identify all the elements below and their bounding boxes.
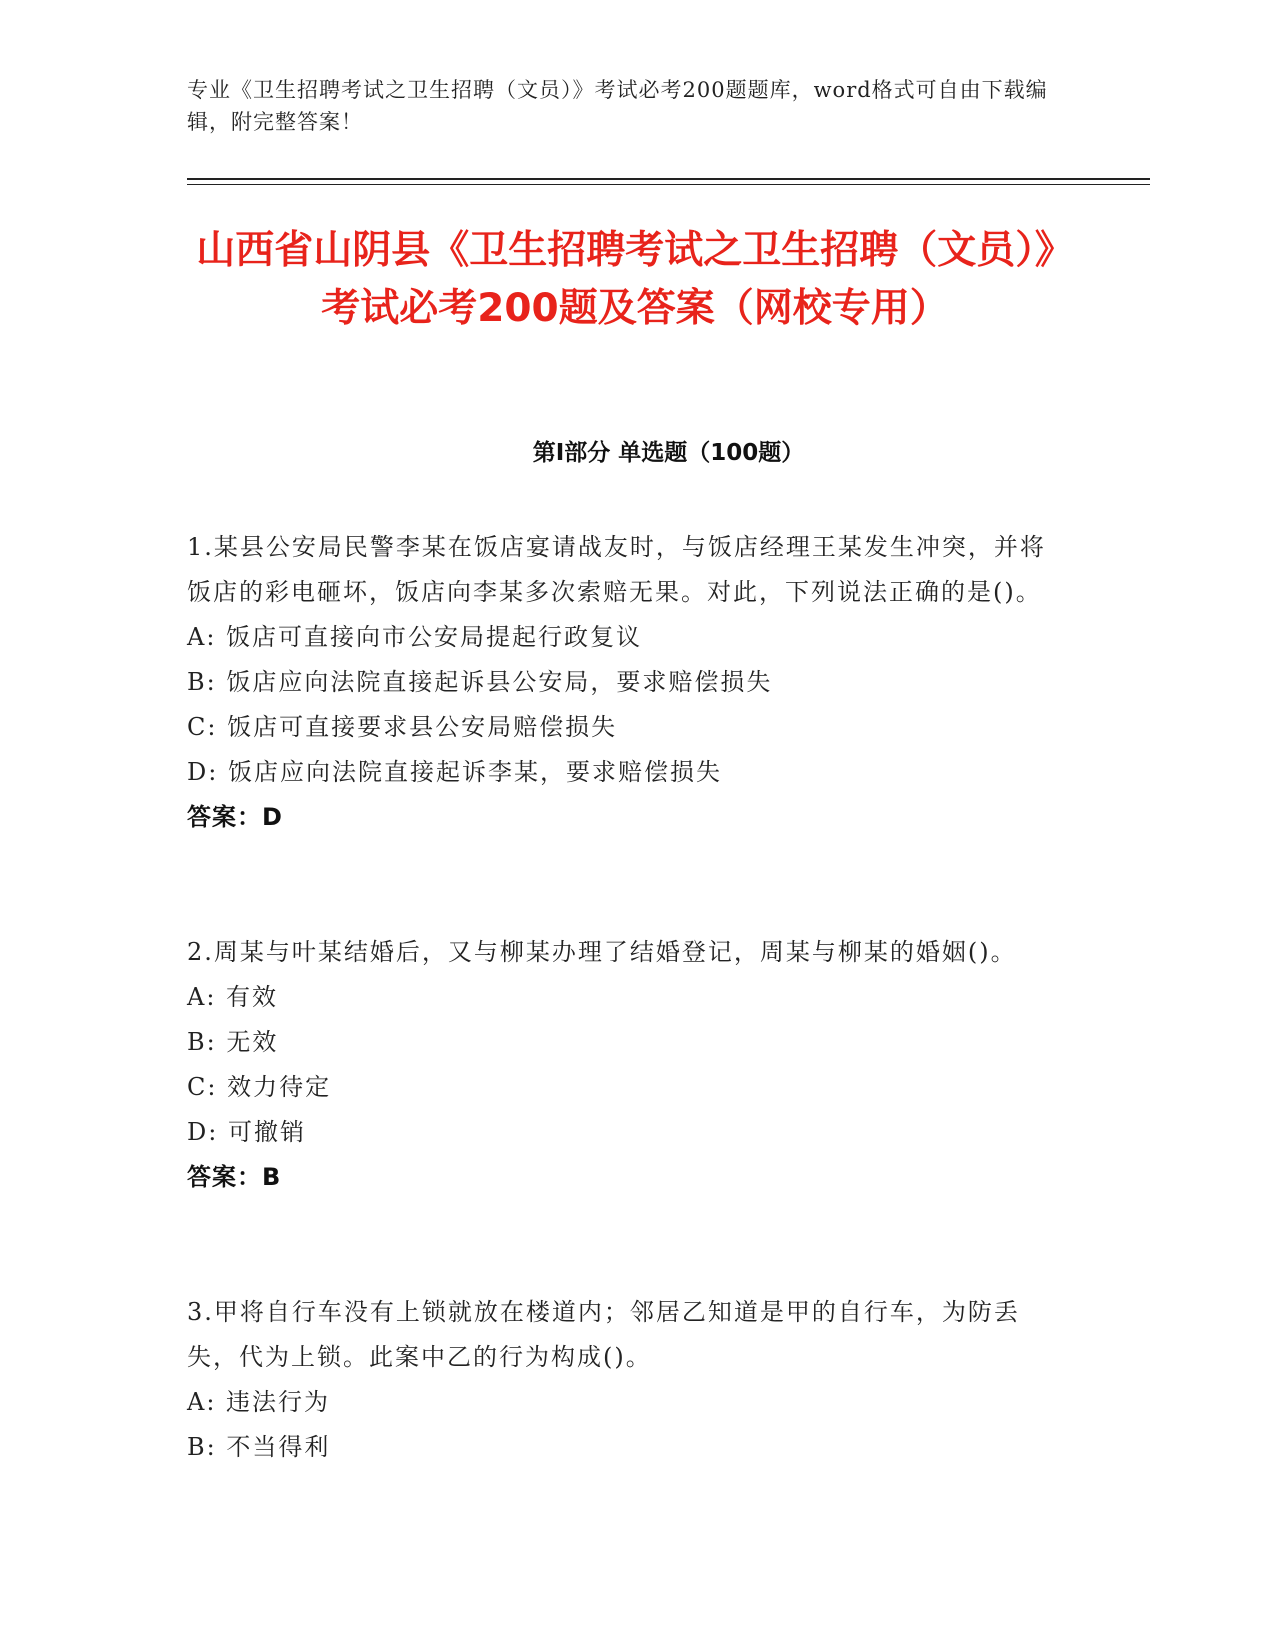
document-title: 山西省山阴县《卫生招聘考试之卫生招聘（文员）》考试必考200题及答案（网校专用）: [196, 228, 1074, 331]
header-note: 专业《卫生招聘考试之卫生招聘（文员）》考试必考200题题库，word格式可自由下载编辑，附完整答案！: [187, 78, 1048, 134]
question-2: [187, 930, 1067, 1200]
answer: 答案：B: [187, 1163, 282, 1191]
option-a: A: 饭店可直接向市公安局提起行政复议: [187, 623, 643, 651]
option-c: C: 效力待定: [187, 1073, 332, 1101]
option-b: B: 不当得利: [187, 1433, 331, 1461]
option-d: D: 饭店应向法院直接起诉李某，要求赔偿损失: [187, 758, 722, 786]
header-rule-thick: [187, 178, 1150, 180]
question-3: [187, 1290, 1067, 1470]
question-stem: 3.甲将自行车没有上锁就放在楼道内；邻居乙知道是甲的自行车，为防丢失，代为上锁。此案中乙的行为构成()。: [187, 1298, 1020, 1371]
option-b: B: 无效: [187, 1028, 279, 1056]
option-a: A: 有效: [187, 983, 279, 1011]
question-stem: 1.某县公安局民警李某在饭店宴请战友时，与饭店经理王某发生冲突，并将饭店的彩电砸坏，饭店向李某多次索赔无果。对此，下列说法正确的是()。: [187, 533, 1046, 606]
question-stem: 2.周某与叶某结婚后，又与柳某办理了结婚登记，周某与柳某的婚姻()。: [187, 938, 1017, 966]
option-b: B: 饭店应向法院直接起诉县公安局，要求赔偿损失: [187, 668, 773, 696]
question-1: [187, 525, 1067, 840]
option-c: C: 饭店可直接要求县公安局赔偿损失: [187, 713, 618, 741]
section-heading: 第I部分 单选题（100题）: [532, 440, 805, 466]
answer: 答案：D: [187, 803, 283, 831]
header-rule-thin: [187, 184, 1150, 185]
option-d: D: 可撤销: [187, 1118, 306, 1146]
option-a: A: 违法行为: [187, 1388, 331, 1416]
